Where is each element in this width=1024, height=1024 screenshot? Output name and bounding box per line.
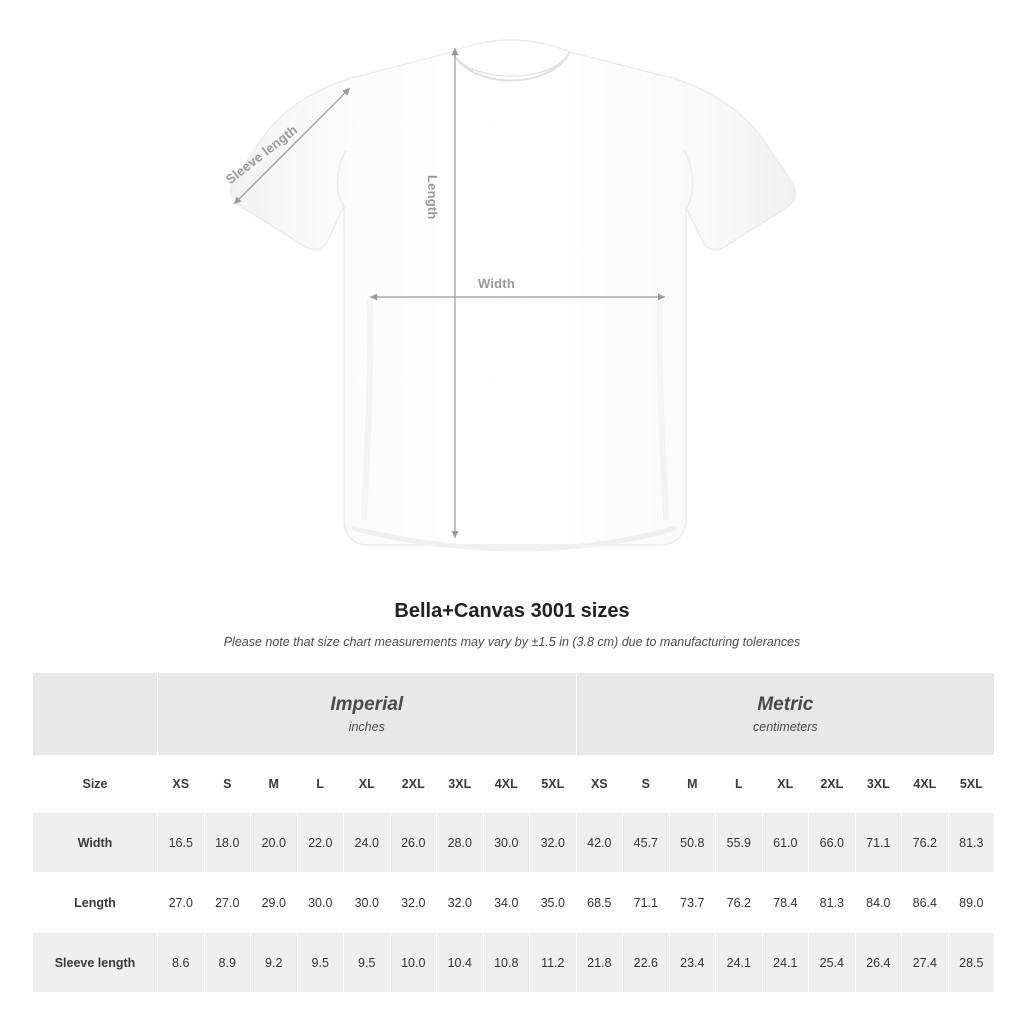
col-header-metric-4xl: 4XL	[902, 756, 949, 813]
cell-length-imperial-3xl: 32.0	[437, 873, 484, 933]
table-row-sleeve-length	[33, 933, 995, 993]
col-header-imperial-s: S	[204, 756, 251, 813]
col-header-imperial-l: L	[297, 756, 344, 813]
cell-width-imperial-5xl: 32.0	[530, 813, 577, 873]
cell-length-metric-xl: 78.4	[762, 873, 809, 933]
cell-length-metric-xs: 68.5	[576, 873, 623, 933]
cell-width-imperial-3xl: 28.0	[437, 813, 484, 873]
cell-length-metric-5xl: 89.0	[948, 873, 995, 933]
page-title: Bella+Canvas 3001 sizes	[394, 600, 630, 622]
cell-sleeve-metric-4xl: 27.4	[902, 933, 949, 993]
cell-sleeve-imperial-2xl: 10.0	[390, 933, 437, 993]
label-sleeve-length: Sleeve length	[222, 121, 301, 187]
system-header-metric	[576, 673, 995, 756]
tshirt-shape	[231, 40, 796, 549]
cell-sleeve-metric-3xl: 26.4	[855, 933, 902, 993]
system-header-imperial	[158, 673, 577, 756]
cell-length-metric-m: 73.7	[669, 873, 716, 933]
cell-sleeve-imperial-5xl: 11.2	[530, 933, 577, 993]
system-name-metric: Metric	[757, 694, 814, 716]
col-header-metric-5xl: 5XL	[948, 756, 995, 813]
cell-width-imperial-l: 22.0	[297, 813, 344, 873]
cell-width-metric-3xl: 71.1	[855, 813, 902, 873]
cell-sleeve-imperial-4xl: 10.8	[483, 933, 530, 993]
col-header-imperial-3xl: 3XL	[437, 756, 484, 813]
col-header-metric-2xl: 2XL	[809, 756, 856, 813]
cell-length-metric-l: 76.2	[716, 873, 763, 933]
col-header-metric-xl: XL	[762, 756, 809, 813]
cell-length-imperial-xs: 27.0	[158, 873, 205, 933]
label-length: Length	[425, 175, 440, 220]
cell-sleeve-metric-s: 22.6	[623, 933, 670, 993]
cell-length-imperial-2xl: 32.0	[390, 873, 437, 933]
cell-sleeve-metric-l: 24.1	[716, 933, 763, 993]
system-name-imperial: Imperial	[330, 694, 404, 716]
cell-sleeve-metric-2xl: 25.4	[809, 933, 856, 993]
system-corner-cell	[33, 673, 158, 756]
cell-sleeve-metric-m: 23.4	[669, 933, 716, 993]
row-label-width: Width	[33, 813, 158, 873]
col-header-metric-l: L	[716, 756, 763, 813]
cell-length-metric-3xl: 84.0	[855, 873, 902, 933]
cell-sleeve-metric-5xl: 28.5	[948, 933, 995, 993]
cell-width-imperial-2xl: 26.0	[390, 813, 437, 873]
size-chart-table-wrap	[32, 672, 992, 993]
col-header-metric-m: M	[669, 756, 716, 813]
cell-width-metric-xs: 42.0	[576, 813, 623, 873]
col-header-imperial-4xl: 4XL	[483, 756, 530, 813]
cell-sleeve-imperial-m: 9.2	[251, 933, 298, 993]
cell-width-metric-l: 55.9	[716, 813, 763, 873]
row-label-sleeve-length: Sleeve length	[33, 933, 158, 993]
cell-width-imperial-m: 20.0	[251, 813, 298, 873]
cell-sleeve-imperial-xl: 9.5	[344, 933, 391, 993]
cell-sleeve-imperial-xs: 8.6	[158, 933, 205, 993]
header-size: Size	[33, 756, 158, 813]
cell-length-imperial-l: 30.0	[297, 873, 344, 933]
cell-width-metric-2xl: 66.0	[809, 813, 856, 873]
size-chart-table	[32, 672, 995, 993]
cell-width-imperial-s: 18.0	[204, 813, 251, 873]
cell-width-metric-xl: 61.0	[762, 813, 809, 873]
table-row-width	[33, 813, 995, 873]
col-header-metric-3xl: 3XL	[855, 756, 902, 813]
cell-sleeve-imperial-3xl: 10.4	[437, 933, 484, 993]
cell-width-imperial-4xl: 30.0	[483, 813, 530, 873]
col-header-imperial-m: M	[251, 756, 298, 813]
tolerance-note: Please note that size chart measurements may vary by ±1.5 in (3.8 cm) due to manufacturing tolerances	[223, 635, 801, 649]
cell-sleeve-imperial-l: 9.5	[297, 933, 344, 993]
cell-sleeve-imperial-s: 8.9	[204, 933, 251, 993]
cell-width-metric-s: 45.7	[623, 813, 670, 873]
cell-length-imperial-xl: 30.0	[344, 873, 391, 933]
col-header-imperial-xs: XS	[158, 756, 205, 813]
col-header-imperial-2xl: 2XL	[390, 756, 437, 813]
cell-width-metric-4xl: 76.2	[902, 813, 949, 873]
system-unit-metric: centimeters	[753, 719, 818, 734]
cell-width-metric-5xl: 81.3	[948, 813, 995, 873]
cell-width-imperial-xs: 16.5	[158, 813, 205, 873]
cell-length-imperial-s: 27.0	[204, 873, 251, 933]
cell-length-metric-s: 71.1	[623, 873, 670, 933]
system-header-row	[33, 673, 995, 756]
table-row-length	[33, 873, 995, 933]
cell-sleeve-metric-xs: 21.8	[576, 933, 623, 993]
col-header-metric-s: S	[623, 756, 670, 813]
cell-length-imperial-5xl: 35.0	[530, 873, 577, 933]
cell-length-metric-4xl: 86.4	[902, 873, 949, 933]
cell-length-imperial-m: 29.0	[251, 873, 298, 933]
column-header-row	[33, 756, 995, 813]
cell-length-metric-2xl: 81.3	[809, 873, 856, 933]
col-header-metric-xs: XS	[576, 756, 623, 813]
row-label-length: Length	[33, 873, 158, 933]
cell-width-imperial-xl: 24.0	[344, 813, 391, 873]
cell-sleeve-metric-xl: 24.1	[762, 933, 809, 993]
col-header-imperial-xl: XL	[344, 756, 391, 813]
system-unit-imperial: inches	[348, 719, 385, 734]
label-width: Width	[478, 276, 515, 291]
cell-length-imperial-4xl: 34.0	[483, 873, 530, 933]
cell-width-metric-m: 50.8	[669, 813, 716, 873]
col-header-imperial-5xl: 5XL	[530, 756, 577, 813]
